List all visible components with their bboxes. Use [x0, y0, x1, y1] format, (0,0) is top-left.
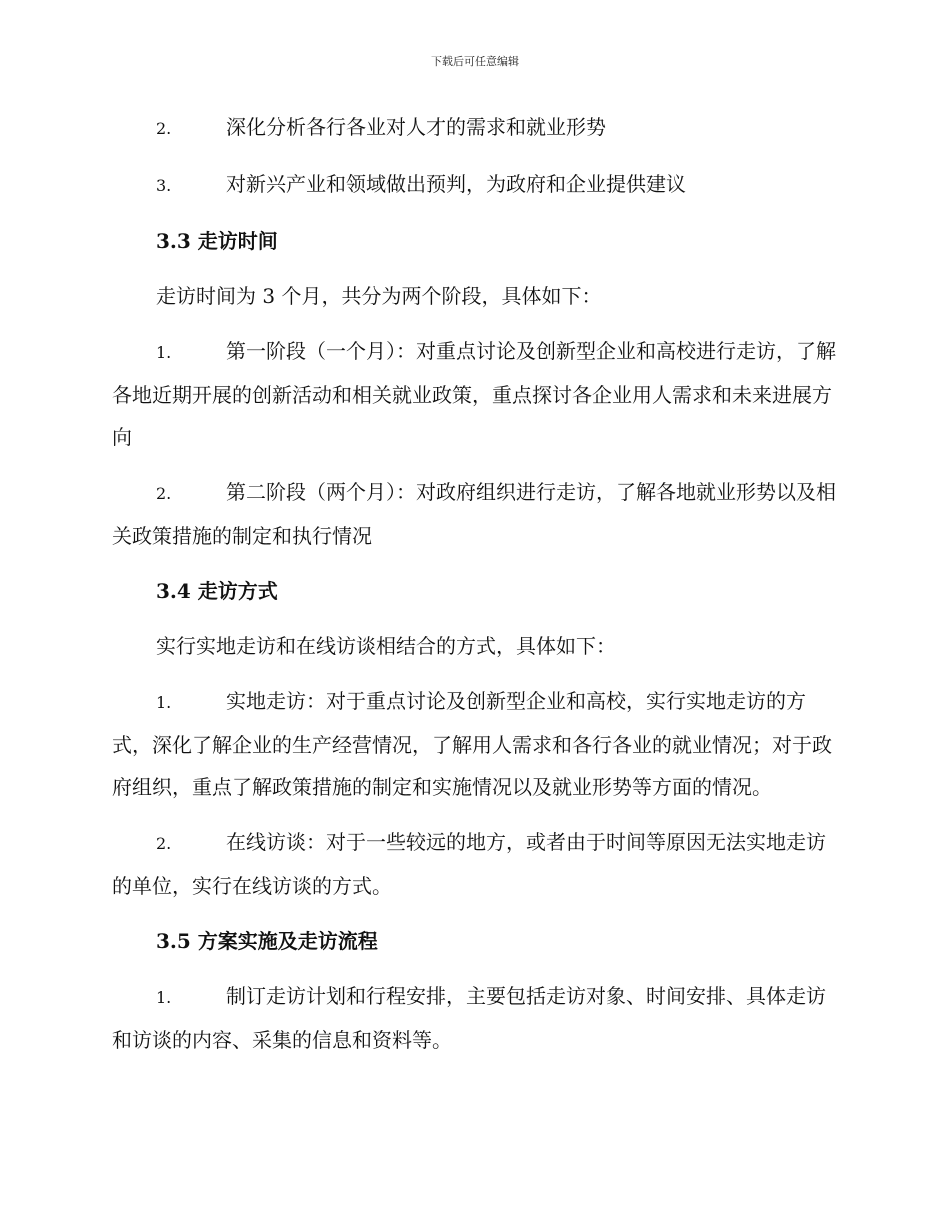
list-item [112, 680, 842, 808]
list-number: 1. [156, 343, 172, 362]
document-body [112, 106, 842, 1074]
list-item [112, 471, 842, 557]
section-heading: 3.3 走访时间 [156, 229, 278, 253]
list-number: 2. [156, 119, 172, 138]
paragraph: 实行实地走访和在线访谈相结合的方式，具体如下： [156, 634, 616, 658]
list-number: 1. [156, 988, 172, 1007]
page-header: 下载后可任意编辑 [431, 55, 519, 68]
list-text: 实地走访：对于重点讨论及创新型企业和高校，实行实地走访的方式，深化了解企业的生产经营情况，了解用人需求和各行各业的就业情况；对于政府组织，重点了解政策措施的制定和实施情况以及就业形势等方面的情况。 [112, 689, 832, 799]
list-text: 第一阶段（一个月）：对重点讨论及创新型企业和高校进行走访，了解各地近期开展的创新活动和相关就业政策，重点探讨各企业用人需求和未来进展方向 [112, 339, 836, 449]
list-item [112, 821, 842, 907]
section-heading: 3.4 走访方式 [156, 579, 278, 603]
list-text: 在线访谈：对于一些较远的地方，或者由于时间等原因无法实地走访的单位，实行在线访谈的方式。 [112, 830, 826, 898]
list-number: 3. [156, 176, 172, 195]
list-text: 制订走访计划和行程安排，主要包括走访对象、时间安排、具体走访和访谈的内容、采集的信息和资料等。 [112, 984, 826, 1052]
list-text: 第二阶段（两个月）：对政府组织进行走访，了解各地就业形势以及相关政策措施的制定和执行情况 [112, 480, 836, 548]
list-item [112, 163, 842, 207]
paragraph: 走访时间为 3 个月，共分为两个阶段，具体如下： [156, 284, 602, 308]
list-number: 2. [156, 834, 172, 853]
list-text: 对新兴产业和领域做出预判，为政府和企业提供建议 [226, 172, 686, 196]
section-heading: 3.5 方案实施及走访流程 [156, 929, 378, 953]
list-number: 2. [156, 484, 172, 503]
list-item [112, 106, 842, 150]
list-item [112, 975, 842, 1061]
list-text: 深化分析各行各业对人才的需求和就业形势 [226, 115, 606, 139]
list-number: 1. [156, 693, 172, 712]
list-item [112, 330, 842, 458]
